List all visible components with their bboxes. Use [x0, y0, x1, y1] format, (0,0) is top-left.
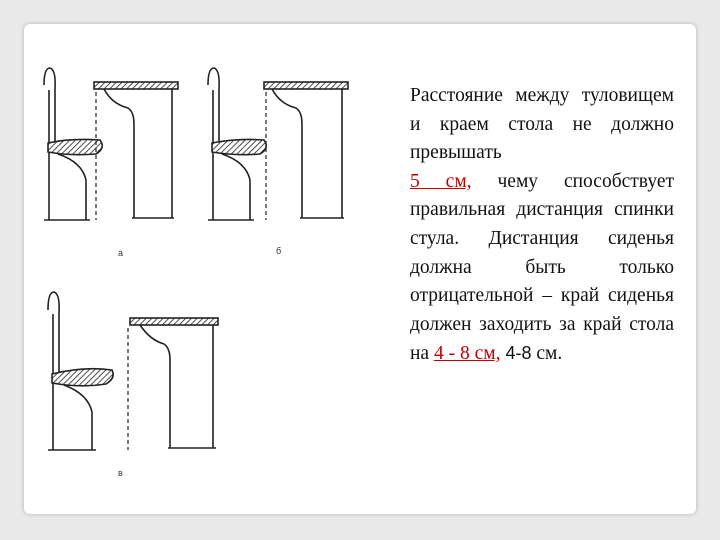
diagram-v [48, 292, 218, 450]
diagram-b [208, 68, 348, 220]
body-text [392, 82, 674, 369]
label-b: б [276, 246, 282, 256]
diagram-a [44, 68, 178, 220]
text-main: чему способствует правильная дистанция спинки стула. Дистанция сиденья должна быть только отрицательной – край сиденья должен заходить за край стола на [410, 170, 675, 365]
label-a: а [118, 248, 124, 258]
distance-value-4-8cm: 4 - 8 см, [433, 343, 501, 365]
paragraph [392, 82, 674, 168]
label-v: в [118, 468, 123, 478]
text-tail: см. [531, 343, 563, 365]
distance-value-plain: 4-8 [500, 343, 532, 364]
distance-value-5cm: 5 см, [410, 170, 472, 192]
paragraph-2 [392, 168, 674, 369]
text-intro: Расстояние между туловищем и краем стола не должно превышать [410, 85, 674, 164]
